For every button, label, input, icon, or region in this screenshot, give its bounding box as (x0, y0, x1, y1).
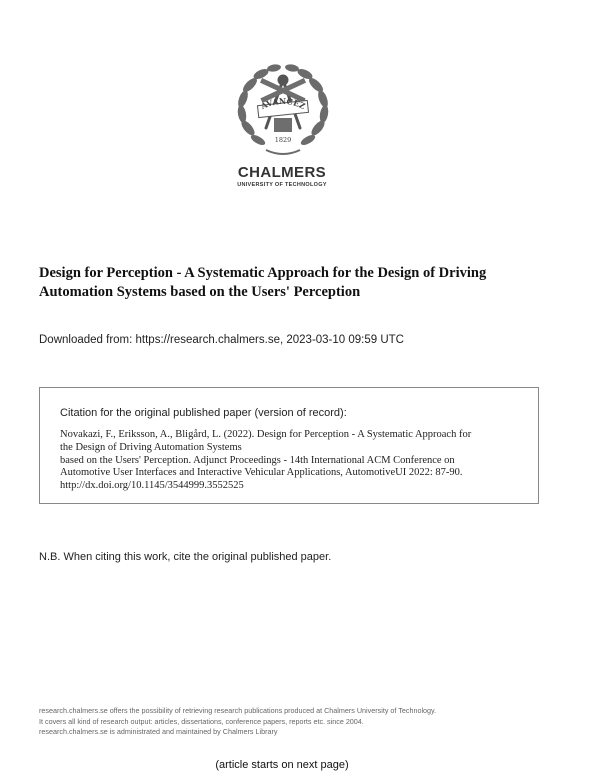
wreath-ribbon (266, 150, 300, 154)
brand-subtitle: UNIVERSITY OF TECHNOLOGY (237, 182, 327, 188)
footer-line: research.chalmers.se is administrated and maintained by Chalmers Library (39, 727, 278, 736)
chalmers-seal-logo (228, 58, 338, 168)
motto-text: AVANCEZ (259, 95, 307, 112)
citation-heading: Citation for the original published paper (version of record): (60, 407, 347, 419)
citation-line: Automotive User Interfaces and Interactive Vehicular Applications, AutomotiveUI 2022: 87-90. (60, 467, 463, 479)
paper-title-line: Automation Systems based on the Users' Perception (39, 284, 361, 300)
download-info: Downloaded from: https://research.chalmers.se, 2023-03-10 09:59 UTC (39, 334, 404, 346)
nb-note: N.B. When citing this work, cite the original published paper. (39, 551, 332, 563)
citation-line: the Design of Driving Automation Systems (60, 441, 242, 453)
paper-title-line: Design for Perception - A Systematic Approach for the Design of Driving (39, 265, 487, 281)
brand-name: CHALMERS (237, 164, 327, 181)
citation-line: Novakazi, F., Eriksson, A., Bligård, L. (2022). Design for Perception - A Systematic Approach for (60, 429, 472, 440)
next-page-note: (article starts on next page) (215, 759, 349, 771)
paper-title (39, 264, 559, 302)
seal-year: 1829 (274, 136, 292, 144)
footer-line: It covers all kind of research output: articles, dissertations, conference papers, reports etc. since 2004. (39, 716, 364, 726)
footer-info (39, 706, 436, 738)
citation-doi-link[interactable]: http://dx.doi.org/10.1145/3544999.3552525 (60, 480, 244, 492)
citation-box (39, 387, 539, 504)
citation-line: based on the Users' Perception. Adjunct Proceedings - 14th International ACM Conference on (60, 454, 455, 466)
citation-text (60, 429, 534, 493)
footer-line: research.chalmers.se offers the possibility of retrieving research publications produced at Chalmers University of Technology. (39, 706, 437, 715)
